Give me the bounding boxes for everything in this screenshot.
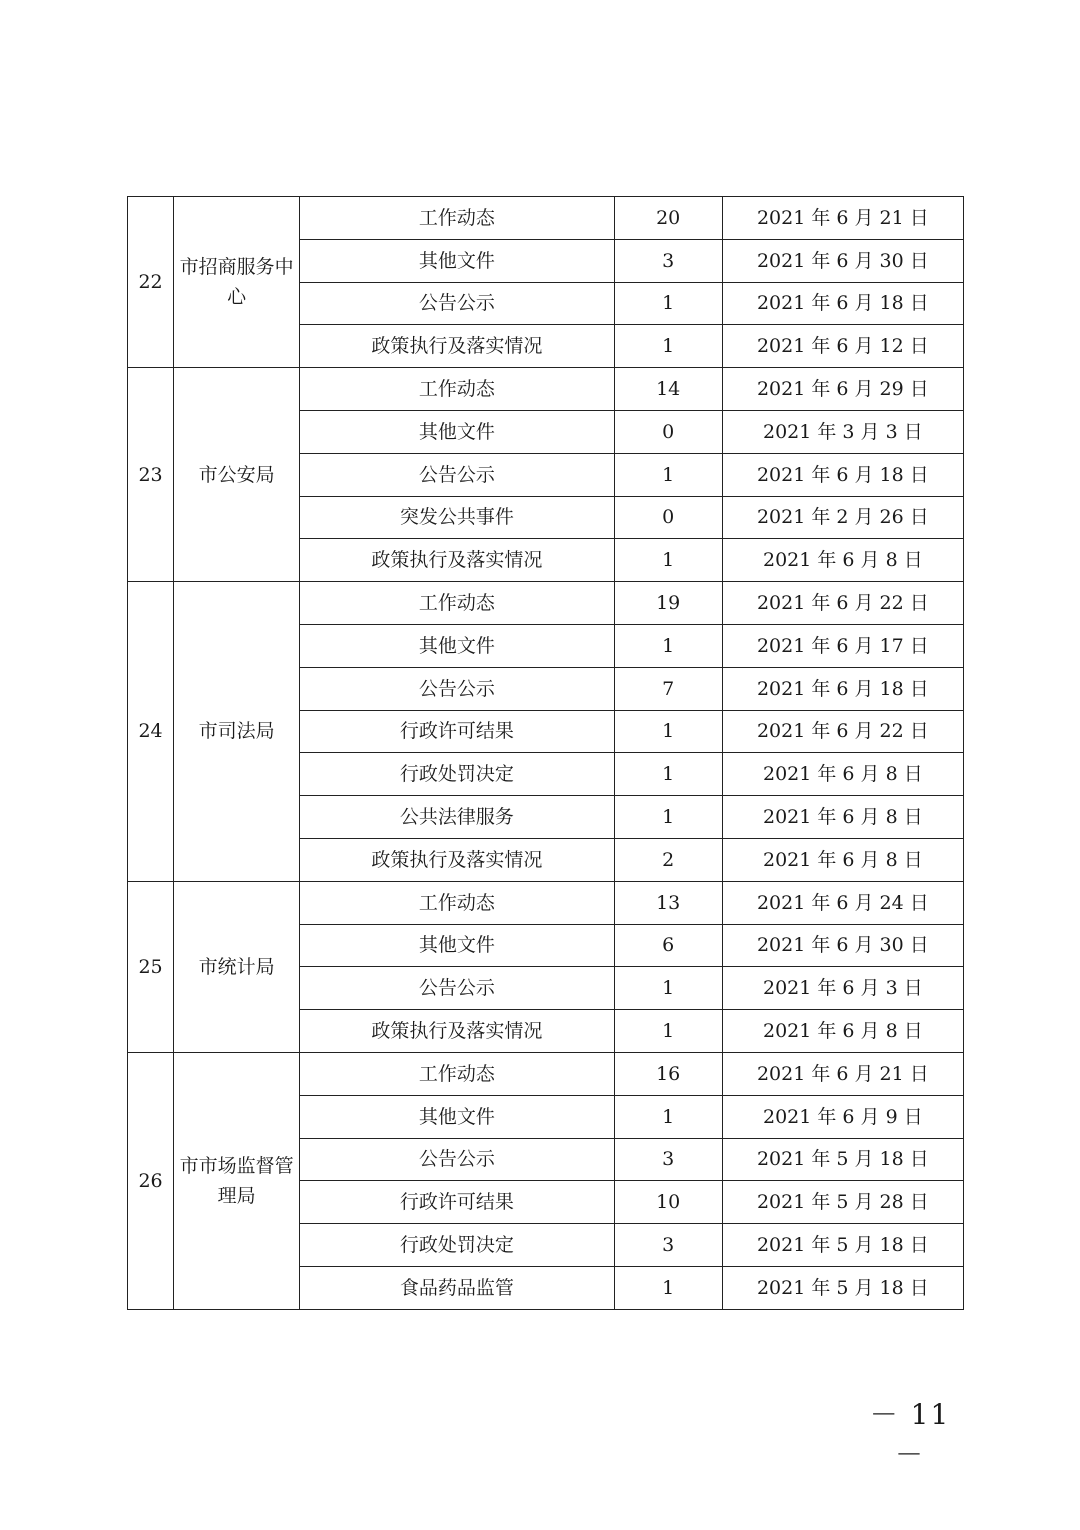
category-cell: 政策执行及落实情况	[300, 1010, 615, 1053]
category-cell: 其他文件	[300, 239, 615, 282]
count-cell: 14	[614, 368, 722, 411]
count-cell: 1	[614, 453, 722, 496]
category-cell: 行政许可结果	[300, 1181, 615, 1224]
date-cell: 2021 年 6 月 18 日	[722, 453, 963, 496]
count-cell: 0	[614, 410, 722, 453]
row-number-cell: 25	[128, 881, 174, 1052]
row-number-cell: 22	[128, 197, 174, 368]
date-cell: 2021 年 6 月 21 日	[722, 197, 963, 240]
count-cell: 1	[614, 710, 722, 753]
date-cell: 2021 年 5 月 28 日	[722, 1181, 963, 1224]
count-cell: 1	[614, 282, 722, 325]
category-cell: 其他文件	[300, 624, 615, 667]
count-cell: 10	[614, 1181, 722, 1224]
date-cell: 2021 年 6 月 24 日	[722, 881, 963, 924]
date-cell: 2021 年 5 月 18 日	[722, 1224, 963, 1267]
category-cell: 工作动态	[300, 197, 615, 240]
count-cell: 1	[614, 624, 722, 667]
date-cell: 2021 年 2 月 26 日	[722, 496, 963, 539]
count-cell: 3	[614, 1138, 722, 1181]
department-cell: 市统计局	[174, 881, 300, 1052]
category-cell: 其他文件	[300, 1095, 615, 1138]
count-cell: 16	[614, 1052, 722, 1095]
date-cell: 2021 年 6 月 8 日	[722, 838, 963, 881]
count-cell: 3	[614, 239, 722, 282]
date-cell: 2021 年 6 月 22 日	[722, 710, 963, 753]
category-cell: 工作动态	[300, 1052, 615, 1095]
page-number: － 11 －	[869, 1398, 951, 1471]
department-cell: 市招商服务中心	[174, 197, 300, 368]
date-cell: 2021 年 6 月 17 日	[722, 624, 963, 667]
category-cell: 政策执行及落实情况	[300, 539, 615, 582]
date-cell: 2021 年 6 月 29 日	[722, 368, 963, 411]
date-cell: 2021 年 6 月 9 日	[722, 1095, 963, 1138]
count-cell: 19	[614, 582, 722, 625]
category-cell: 公告公示	[300, 967, 615, 1010]
count-cell: 1	[614, 796, 722, 839]
category-cell: 公告公示	[300, 667, 615, 710]
category-cell: 行政处罚决定	[300, 753, 615, 796]
category-cell: 行政许可结果	[300, 710, 615, 753]
date-cell: 2021 年 6 月 21 日	[722, 1052, 963, 1095]
count-cell: 1	[614, 753, 722, 796]
category-cell: 其他文件	[300, 924, 615, 967]
count-cell: 1	[614, 1266, 722, 1309]
count-cell: 2	[614, 838, 722, 881]
date-cell: 2021 年 6 月 8 日	[722, 796, 963, 839]
date-cell: 2021 年 5 月 18 日	[722, 1138, 963, 1181]
category-cell: 公共法律服务	[300, 796, 615, 839]
category-cell: 突发公共事件	[300, 496, 615, 539]
category-cell: 公告公示	[300, 282, 615, 325]
department-cell: 市司法局	[174, 582, 300, 882]
count-cell: 1	[614, 1010, 722, 1053]
date-cell: 2021 年 6 月 18 日	[722, 282, 963, 325]
date-cell: 2021 年 6 月 3 日	[722, 967, 963, 1010]
category-cell: 政策执行及落实情况	[300, 325, 615, 368]
category-cell: 其他文件	[300, 410, 615, 453]
count-cell: 1	[614, 539, 722, 582]
table-row	[128, 881, 964, 924]
category-cell: 政策执行及落实情况	[300, 838, 615, 881]
date-cell: 2021 年 6 月 22 日	[722, 582, 963, 625]
table-row	[128, 368, 964, 411]
date-cell: 2021 年 6 月 30 日	[722, 924, 963, 967]
department-cell: 市公安局	[174, 368, 300, 582]
category-cell: 食品药品监管	[300, 1266, 615, 1309]
date-cell: 2021 年 6 月 8 日	[722, 753, 963, 796]
date-cell: 2021 年 6 月 8 日	[722, 1010, 963, 1053]
count-cell: 13	[614, 881, 722, 924]
category-cell: 行政处罚决定	[300, 1224, 615, 1267]
count-cell: 20	[614, 197, 722, 240]
disclosure-table	[127, 196, 964, 1310]
date-cell: 2021 年 6 月 8 日	[722, 539, 963, 582]
count-cell: 0	[614, 496, 722, 539]
row-number-cell: 26	[128, 1052, 174, 1309]
date-cell: 2021 年 6 月 12 日	[722, 325, 963, 368]
table-row	[128, 197, 964, 240]
table-row	[128, 1052, 964, 1095]
row-number-cell: 24	[128, 582, 174, 882]
category-cell: 公告公示	[300, 453, 615, 496]
category-cell: 工作动态	[300, 881, 615, 924]
date-cell: 2021 年 5 月 18 日	[722, 1266, 963, 1309]
category-cell: 公告公示	[300, 1138, 615, 1181]
table-row	[128, 582, 964, 625]
count-cell: 1	[614, 325, 722, 368]
date-cell: 2021 年 6 月 30 日	[722, 239, 963, 282]
count-cell: 1	[614, 967, 722, 1010]
count-cell: 3	[614, 1224, 722, 1267]
count-cell: 1	[614, 1095, 722, 1138]
count-cell: 6	[614, 924, 722, 967]
category-cell: 工作动态	[300, 582, 615, 625]
category-cell: 工作动态	[300, 368, 615, 411]
date-cell: 2021 年 3 月 3 日	[722, 410, 963, 453]
department-cell: 市市场监督管理局	[174, 1052, 300, 1309]
date-cell: 2021 年 6 月 18 日	[722, 667, 963, 710]
count-cell: 7	[614, 667, 722, 710]
row-number-cell: 23	[128, 368, 174, 582]
table-body	[128, 197, 964, 1310]
